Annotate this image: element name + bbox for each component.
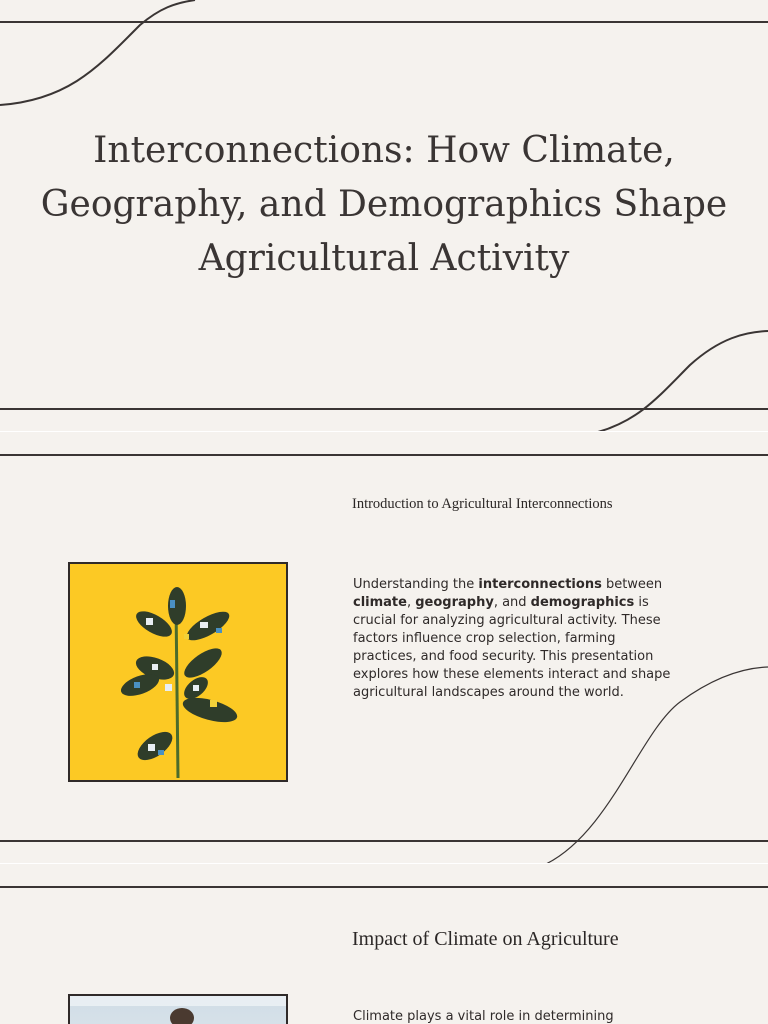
decorative-curve-right [0,432,768,864]
slide-title [0,0,768,432]
slide-heading: Impact of Climate on Agriculture [352,928,619,950]
slide-climate-impact [0,864,768,1024]
person-icon [70,996,286,1024]
bottom-rule [0,408,768,410]
slide-introduction [0,432,768,864]
top-rule [0,886,768,888]
slide-heading: Introduction to Agricultural Interconnections [352,496,613,512]
person-photo [68,994,288,1024]
slide-body: Understanding the interconnections between climate, geography, and demographics is crucial for analyzing agricultural activity. These factors influence crop selection, farming practices, and food security. This presentation explores how these elements interact and shape agricultural landscapes around the world. [353,577,671,700]
bottom-rule [0,840,768,842]
presentation-title: Interconnections: How Climate, Geography, and Demographics Shape Agricultural Activity [40,130,728,279]
slide-body: Climate plays a vital role in determining [353,1009,614,1024]
